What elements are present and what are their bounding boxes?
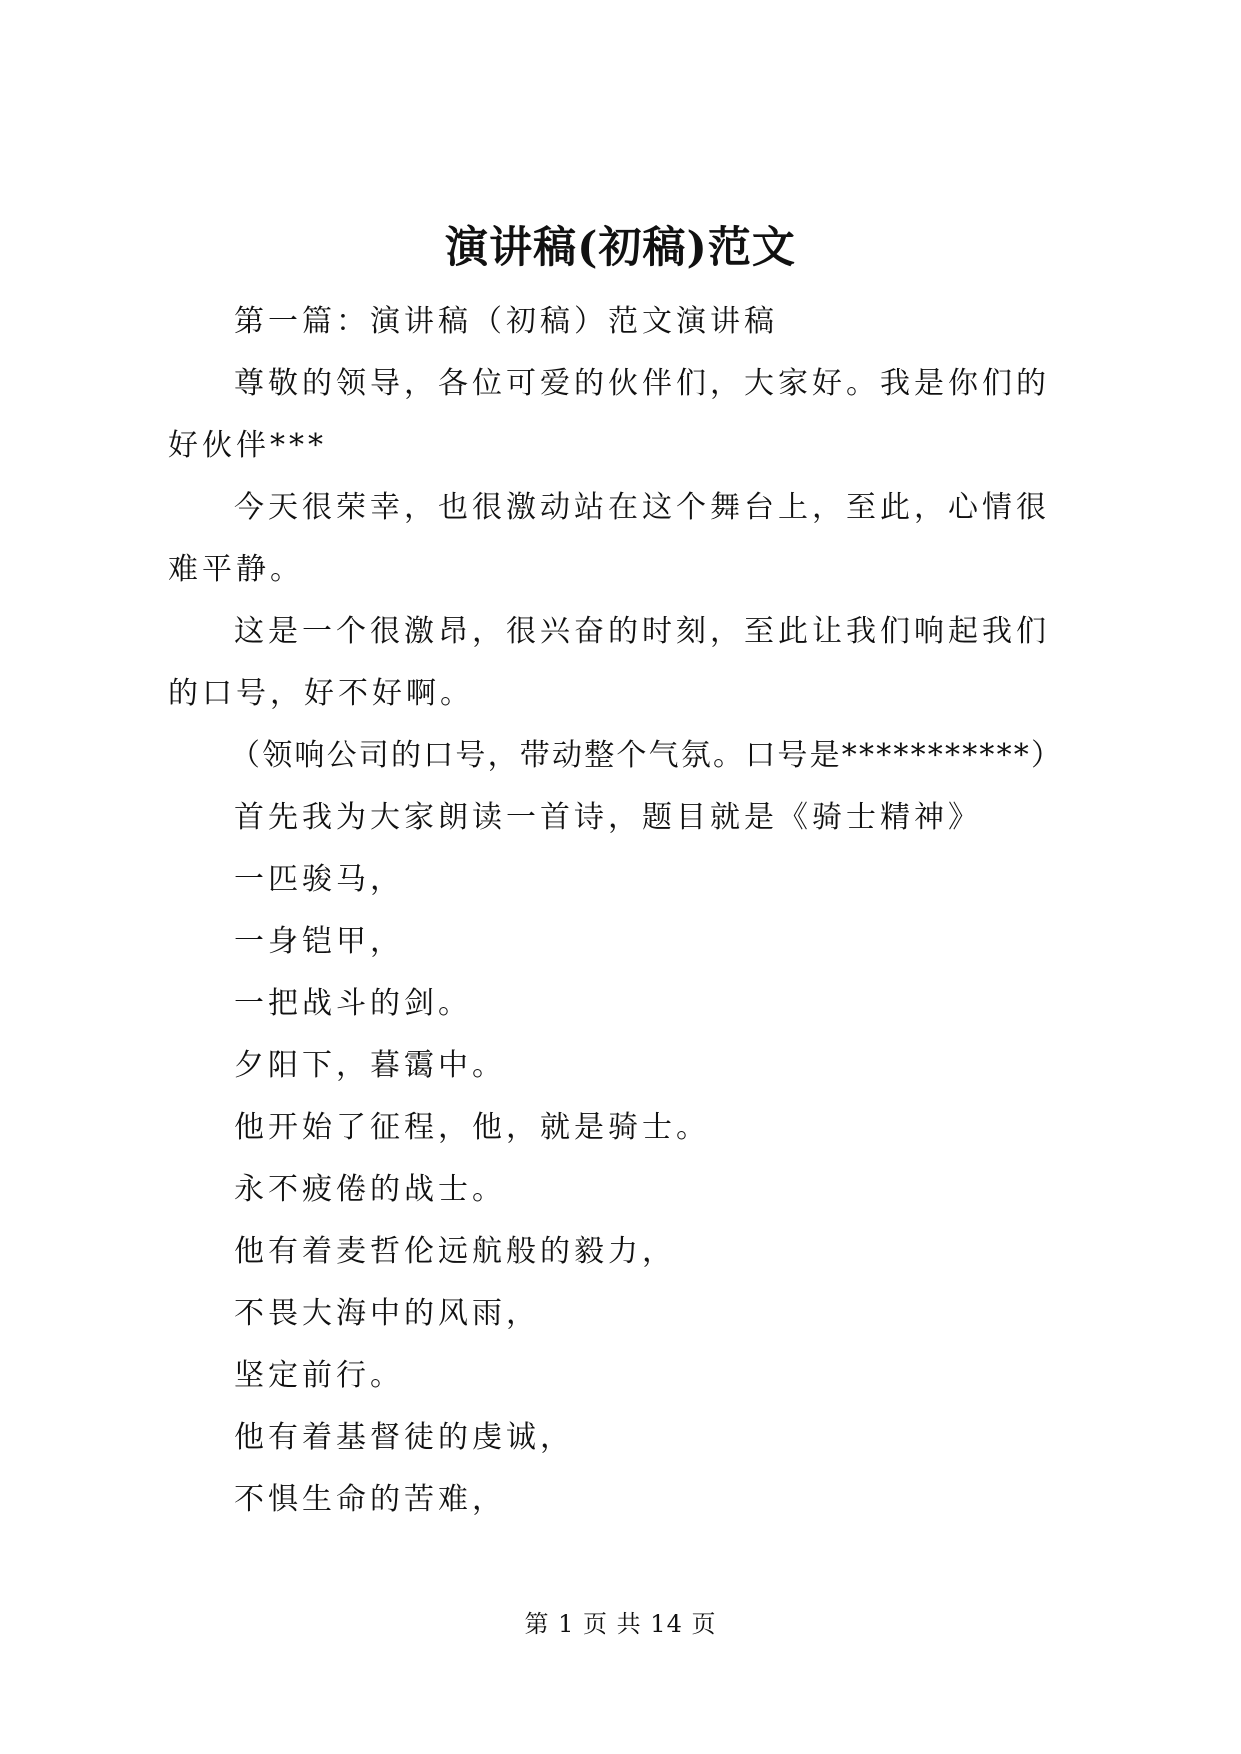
paragraph: 今天很荣幸，也很激动站在这个舞台上，至此，心情很难平静。 [168,490,1050,587]
paragraph: （领响公司的口号，带动整个气氛。口号是***********） [230,738,1064,773]
paragraph: 首先我为大家朗读一首诗，题目就是《骑士精神》 [234,800,982,835]
poem-line: 永不疲倦的战士。 [234,1172,506,1207]
paragraph: 第一篇：演讲稿（初稿）范文演讲稿 [234,304,778,339]
poem-line: 他有着麦哲伦远航般的毅力， [234,1234,676,1269]
poem-line: 夕阳下，暮霭中。 [234,1048,506,1083]
poem-line: 他有着基督徒的虔诚， [234,1420,574,1455]
poem-line: 他开始了征程，他，就是骑士。 [234,1110,710,1145]
poem-line: 不惧生命的苦难， [234,1482,506,1517]
page-footer: 第 1 页 共 14 页 [524,1610,717,1638]
paragraph: 这是一个很激昂，很兴奋的时刻，至此让我们响起我们的口号，好不好啊。 [168,614,1050,711]
paragraph: 尊敬的领导，各位可爱的伙伴们，大家好。我是你们的好伙伴*** [168,366,1050,463]
poem-line: 一把战斗的剑。 [234,986,472,1021]
poem-line: 坚定前行。 [234,1358,404,1393]
document-body [168,291,1078,1531]
poem-line: 一身铠甲， [234,924,404,959]
document-title: 演讲稿(初稿)范文 [445,223,796,273]
poem-line: 一匹骏马， [234,862,404,897]
poem-line: 不畏大海中的风雨， [234,1296,540,1331]
